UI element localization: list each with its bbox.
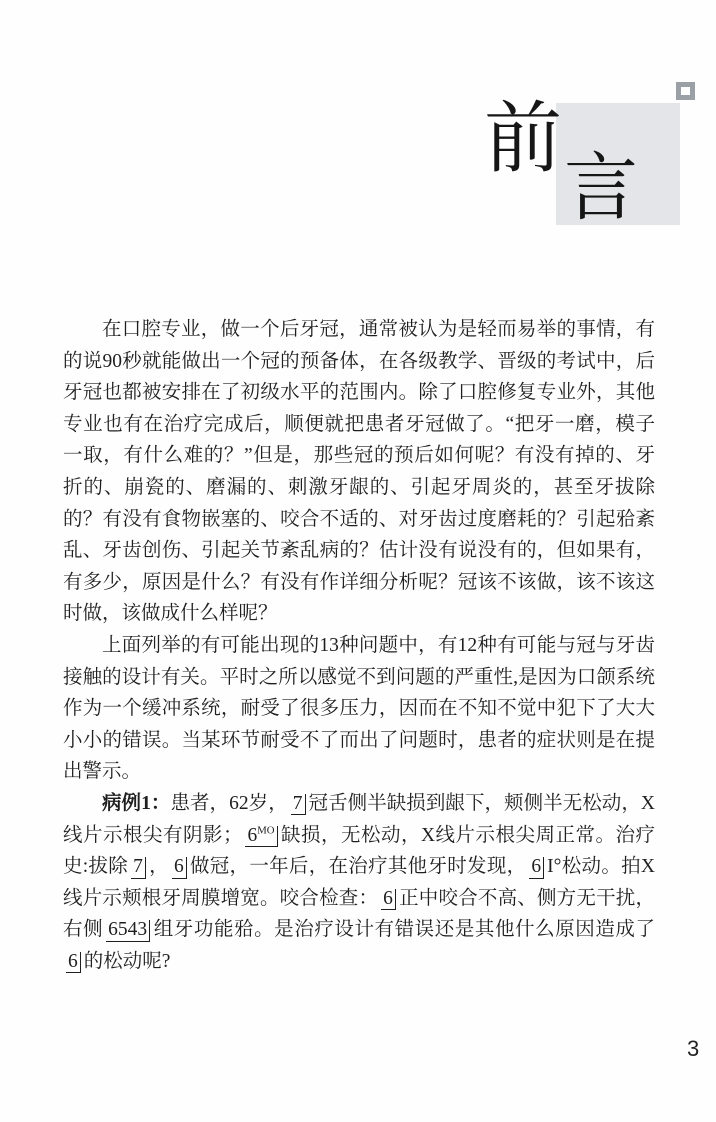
text-run: 冠舌侧半缺损到龈下，颊侧半无松动，X线片示根尖有阴影； bbox=[63, 792, 655, 846]
preface-title-char-qian: 前 bbox=[484, 95, 563, 182]
text-run: ， bbox=[148, 856, 169, 878]
tooth-notation: $6^{MO}$ bbox=[245, 826, 277, 847]
tooth-notation: 6 bbox=[66, 952, 81, 973]
corner-square-icon bbox=[676, 82, 695, 100]
text-run: 上面列举的有可能出现的13种问题中，有12种有可能与冠与牙齿接触的设计有关。平时之所以感觉不到问题的严重性,是因为口颌系统作为一个缓冲系统，耐受了很多压力，因而在不知不觉中犯下了大大小小的错误。当某环节耐受不了而出了问题时，患者的症状则是在提出警示。 bbox=[63, 634, 655, 783]
tooth-notation: 6 bbox=[381, 889, 396, 910]
text-run: 组牙功能𬌗。是治疗设计有错误还是其他什么原因造成了 bbox=[153, 919, 655, 941]
tooth-notation: 7 bbox=[291, 794, 306, 815]
text-run: I°松动。拍X线片示颊根牙周膜增宽。咬合检查： bbox=[63, 856, 655, 909]
text-run: 正中咬合不高、侧方无干扰，右侧 bbox=[63, 887, 655, 941]
paragraph bbox=[63, 314, 655, 630]
page-number: 3 bbox=[687, 1036, 700, 1061]
text-run: 缺损，无松动，X线片示根尖周正常。治疗史:拔除 bbox=[63, 824, 655, 878]
text-run: 做冠，一年后，在治疗其他牙时发现， bbox=[189, 856, 527, 878]
tooth-notation: 6 bbox=[529, 857, 544, 878]
paragraph bbox=[63, 630, 655, 788]
tooth-notation: 6543 bbox=[106, 920, 150, 941]
case-label: 病例1： bbox=[102, 792, 171, 814]
text-run: 在口腔专业，做一个后牙冠，通常被认为是轻而易举的事情，有的说90秒就能做出一个冠的预备体，在各级教学、晋级的考试中，后牙冠也都被安排在了初级水平的范围内。除了口腔修复专业外，其他专业也有在治疗完成后，顺便就把患者牙冠做了。“把牙一磨，模子一取，有什么难的？”但是，那些冠的预后如何呢？有没有掉的、牙折的、崩瓷的、磨漏的、刺激牙龈的、引起牙周炎的，甚至牙拔除的？有没有食物嵌塞的、咬合不适的、对牙齿过度磨耗的？引起𬌗紊乱、牙齿创伤、引起关节紊乱病的？估计没有说没有的，但如果有，有多少，原因是什么？有没有作详细分析呢？冠该不该做，该不该这时做，该做成什么样呢？ bbox=[63, 319, 655, 625]
paragraph bbox=[63, 788, 655, 978]
text-run: 的松动呢? bbox=[83, 950, 171, 972]
body-text bbox=[63, 314, 655, 977]
tooth-surface-superscript: MO bbox=[257, 824, 275, 836]
tooth-notation: 6 bbox=[172, 857, 187, 878]
corner-square-icon-inner bbox=[681, 87, 690, 95]
tooth-notation: 7 bbox=[131, 857, 146, 878]
text-run: 患者，62岁， bbox=[170, 792, 288, 814]
preface-title-char-yan: 言 bbox=[564, 148, 638, 230]
